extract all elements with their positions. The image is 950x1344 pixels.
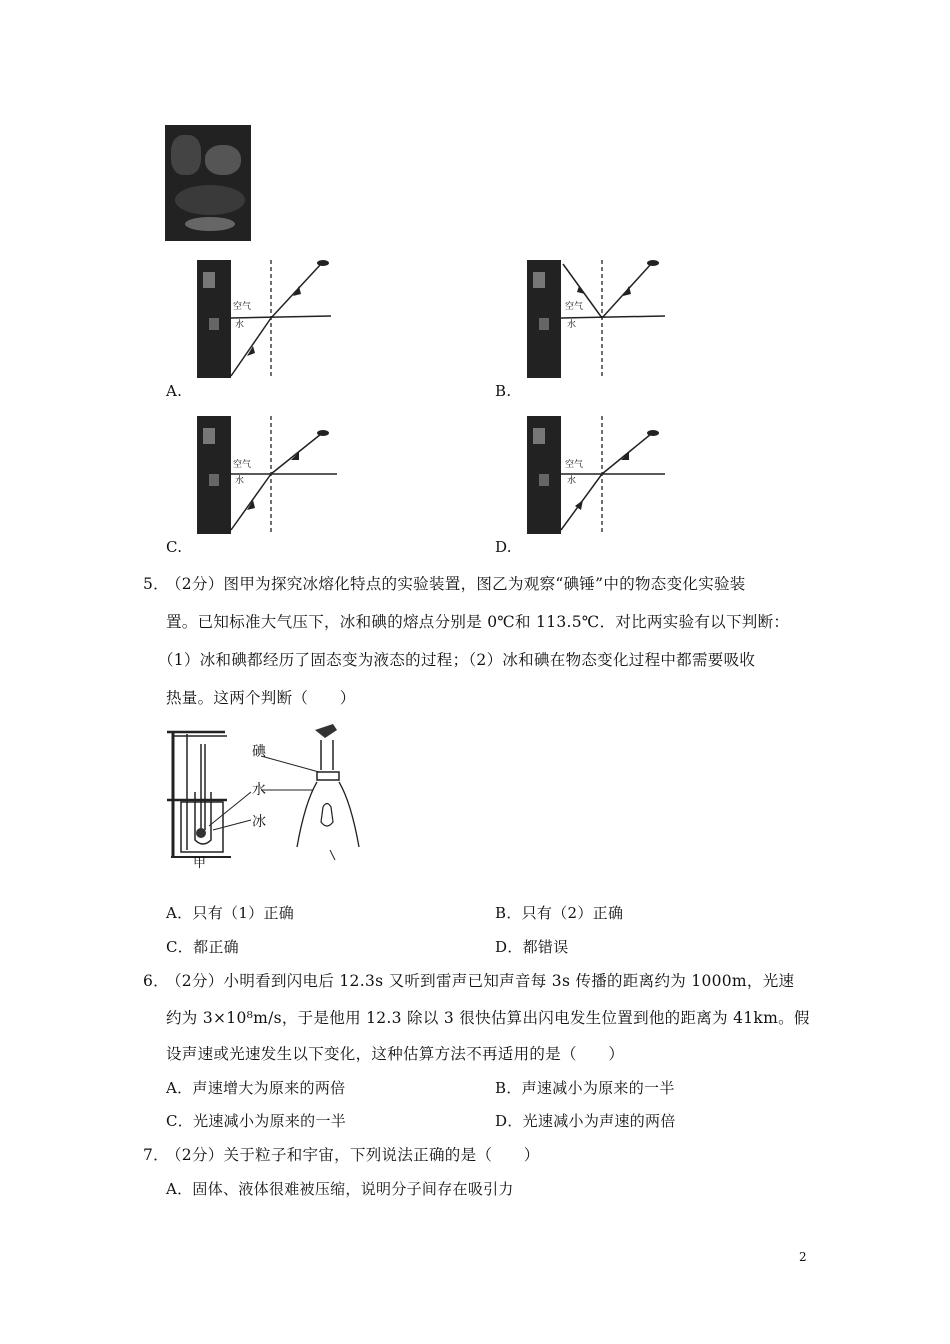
question-7-number: 7．	[143, 1146, 169, 1164]
option-c-diagram[interactable]	[195, 414, 340, 536]
option-c-label: C.	[166, 538, 183, 556]
page-number: 2	[799, 1250, 807, 1264]
option-d-diagram[interactable]	[525, 414, 670, 536]
question-7-stem: （2分）关于粒子和宇宙，下列说法正确的是（ ）	[166, 1146, 540, 1164]
label-iodine: 碘	[252, 744, 266, 760]
experiment-figure	[165, 722, 365, 872]
question-5-line-3: （1）冰和碘都经历了固态变为液态的过程；（2）冰和碘在物态变化过程中都需要吸收	[158, 651, 756, 669]
option-b-diagram[interactable]	[525, 258, 670, 380]
air-label: 空气	[233, 460, 252, 470]
question-5-line-1: （2分）图甲为探究冰熔化特点的实验装置，图乙为观察“碘锤”中的物态变化实验装	[166, 575, 746, 593]
question-6-number: 6．	[143, 972, 169, 990]
option-b-label: B.	[495, 382, 512, 400]
air-label: 空气	[233, 302, 252, 312]
q6-option-b[interactable]: B．声速减小为原来的一半	[495, 1079, 675, 1097]
water-label: 水	[567, 476, 577, 486]
air-label: 空气	[565, 302, 584, 312]
question-6-line-2: 约为 3×10⁸m/s，于是他用 12.3 除以 3 很快估算出闪电发生位置到他的距离为 41km。假	[166, 1009, 810, 1027]
label-water: 水	[252, 782, 266, 798]
q5-option-b[interactable]: B．只有（2）正确	[495, 904, 624, 922]
q6-option-a[interactable]: A．声速增大为原来的两倍	[166, 1079, 346, 1097]
q5-option-c[interactable]: C．都正确	[166, 938, 239, 956]
label-jia: 甲	[193, 856, 207, 871]
question-6-line-1: （2分）小明看到闪电后 12.3s 又听到雷声已知声音每 3s 传播的距离约为 1000m，光速	[166, 972, 795, 990]
question-5-line-2: 置。已知标准大气压下，冰和碘的熔点分别是 0℃和 113.5℃．对比两实验有以下判断：	[166, 613, 790, 631]
water-label: 水	[235, 476, 245, 486]
option-a-label: A.	[166, 382, 183, 400]
option-a-diagram[interactable]	[195, 258, 340, 380]
air-label: 空气	[565, 460, 584, 470]
q7-option-a[interactable]: A．固体、液体很难被压缩，说明分子间存在吸引力	[166, 1180, 514, 1198]
option-d-label: D.	[495, 538, 512, 556]
q6-option-c[interactable]: C．光速减小为原来的一半	[166, 1112, 347, 1130]
question-5-number: 5．	[143, 575, 169, 593]
question-5-line-4: 热量。这两个判断（ ）	[166, 689, 356, 707]
question-6-line-3: 设声速或光速发生以下变化，这种估算方法不再适用的是（ ）	[166, 1045, 625, 1063]
q5-option-a[interactable]: A．只有（1）正确	[166, 904, 295, 922]
water-label: 水	[235, 320, 245, 330]
q5-option-d[interactable]: D．都错误	[495, 938, 569, 956]
q6-option-d[interactable]: D．光速减小为声速的两倍	[495, 1112, 676, 1130]
question-photo	[165, 125, 251, 241]
water-label: 水	[567, 320, 577, 330]
label-ice: 冰	[252, 814, 266, 830]
